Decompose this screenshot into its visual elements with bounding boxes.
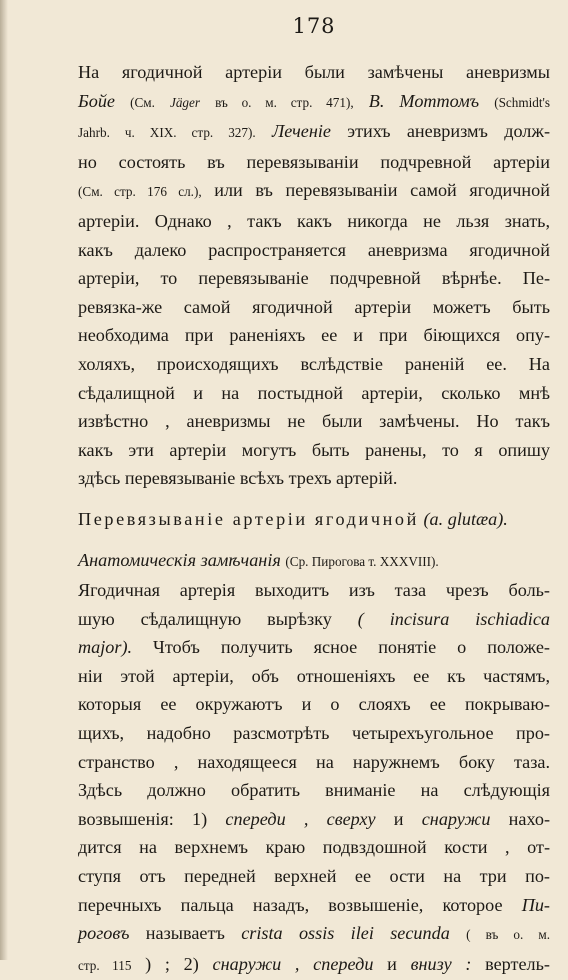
text-line — [78, 748, 550, 777]
text-run: Jäger — [169, 94, 200, 110]
text-line — [78, 862, 550, 891]
text-run: перечныхъ пальца назадъ, возвышеніе, которое — [78, 894, 522, 915]
text-run: нахо- — [490, 808, 550, 829]
text-line — [78, 148, 550, 177]
text-run: спереди , сверху — [225, 808, 376, 829]
text-line — [78, 662, 550, 691]
text-run: (См. стр. 176 сл.), — [78, 184, 202, 200]
text-line — [78, 576, 550, 605]
text-run: странство , находящееся на наружнемъ боку таза. — [78, 751, 550, 772]
text-run: но состоять въ перевязываніи подчревной артеріи — [78, 151, 550, 172]
text-line — [78, 546, 550, 577]
text-line — [78, 350, 550, 379]
text-line — [78, 117, 550, 148]
text-run: Здѣсь должно обратить вниманіе на слѣдующія — [78, 780, 550, 801]
text-line — [78, 293, 550, 322]
text-run: стр. 115 — [78, 957, 132, 973]
text-run: Jahrb. ч. XIX. стр. 327). — [78, 125, 256, 141]
text-run: называетъ — [129, 923, 242, 944]
text-run: Перевязываніе артеріи ягодичной — [78, 508, 419, 529]
text-run: (Schmidt's — [494, 94, 551, 110]
text-run: В. Моттомъ — [368, 90, 480, 111]
text-line — [78, 264, 550, 293]
text-line — [78, 633, 550, 662]
text-line — [78, 919, 550, 950]
page-number: 178 — [292, 14, 336, 38]
text-run: щихъ, надобно разсмотрѣть четырехъугольное про- — [78, 723, 550, 744]
text-line — [78, 321, 550, 350]
text-run: холяхъ, происходящихъ вслѣдствіе раненій ее. На — [78, 353, 550, 374]
text-run: внизу : — [410, 953, 472, 974]
text-run: или въ перевязываніи самой ягодичной — [201, 180, 550, 201]
page-shadow — [0, 0, 8, 960]
text-run: и — [373, 953, 411, 974]
text-run: Пи- — [521, 894, 550, 915]
text-run: и — [375, 808, 422, 829]
text-run: Леченіе — [271, 121, 332, 142]
text-run: роговъ — [78, 923, 130, 944]
text-run: этихъ аневризмъ долж- — [331, 121, 551, 142]
text-run: шую сѣдалищную вырѣзку — [78, 608, 358, 629]
text-line — [78, 379, 550, 408]
section-heading — [78, 505, 550, 534]
text-run — [200, 91, 215, 111]
text-line — [78, 805, 550, 834]
text-line — [78, 891, 550, 920]
text-run: crista ossis ilei secunda — [241, 923, 450, 944]
text-line — [78, 605, 550, 634]
text-run: Ягодичная артерія выходитъ изъ таза чрезъ боль- — [78, 580, 550, 601]
text-run: дится на верхнемъ краю подвздошной кости , от- — [78, 837, 550, 858]
text-run: (См. — [130, 94, 155, 110]
text-run: Бойе — [78, 90, 115, 111]
text-run — [115, 91, 130, 111]
text-line — [78, 950, 550, 980]
text-line — [78, 176, 550, 207]
text-line — [78, 436, 550, 465]
text-run: ступя отъ передней верхней ее ости на три по- — [78, 866, 550, 887]
text-run — [450, 923, 466, 943]
text-run — [479, 91, 494, 111]
text-line — [78, 776, 550, 805]
section-gap — [78, 534, 550, 546]
text-run: какъ далеко распространяется аневризма ягодичной — [78, 239, 550, 260]
text-run: ( въ о. м. — [466, 927, 550, 943]
text-line — [78, 236, 550, 265]
text-line — [78, 690, 550, 719]
text-run: извѣстно , аневризмы не были замѣчены. Но такъ — [78, 411, 550, 432]
text-run: возвышенія: 1) — [78, 808, 226, 829]
text-run: какъ эти артеріи могутъ быть ранены, то я опишу — [78, 439, 550, 460]
text-run: (a. glutæa). — [423, 508, 508, 529]
text-run: сѣдалищной и на постыдной артеріи, сколько мнѣ — [78, 382, 550, 403]
text-line — [78, 58, 550, 87]
text-line — [78, 464, 550, 493]
text-run: Чтобъ получить ясное понятіе о положе- — [132, 637, 550, 658]
text-run: ) ; 2) — [131, 953, 213, 974]
text-run — [155, 91, 170, 111]
text-run: ніи этой артеріи, объ отношеніяхъ ее къ частямъ, — [78, 665, 550, 686]
text-run: которыя ее окружаютъ и о слояхъ ее покрываю- — [78, 694, 550, 715]
text-line — [78, 207, 550, 236]
text-run: (Ср. Пирогова т. XXXVIII). — [285, 553, 439, 569]
text-run: въ о. м. стр. 471), — [215, 94, 354, 110]
text-line — [78, 87, 550, 118]
text-line — [78, 719, 550, 748]
text-run — [354, 91, 369, 111]
body-text — [78, 58, 550, 980]
text-run: артеріи, то перевязываніе подчревной вѣрнѣе. Пе- — [78, 268, 550, 289]
text-line — [78, 833, 550, 862]
text-run: ревязка-же самой ягодичной артеріи можетъ быть — [78, 296, 550, 317]
section-gap — [78, 493, 550, 505]
text-run: На ягодичной артеріи были замѣчены аневризмы — [78, 62, 550, 82]
text-run: Анатомическія замѣчанія — [78, 549, 281, 570]
text-run: major). — [78, 637, 133, 658]
text-line — [78, 407, 550, 436]
text-run — [256, 121, 272, 141]
text-run: снаружи , спереди — [212, 953, 374, 974]
text-run: снаружи — [421, 808, 491, 829]
text-run: артеріи. Однако , такъ какъ никогда не льзя знать, — [78, 210, 550, 231]
text-run: здѣсь перевязываніе всѣхъ трехъ артерій. — [78, 468, 398, 489]
text-run: ( incisura ischiadica — [357, 608, 550, 629]
text-run: необходима при раненіяхъ ее и при біющихся опу- — [78, 325, 550, 346]
text-run: вертель- — [471, 953, 550, 974]
